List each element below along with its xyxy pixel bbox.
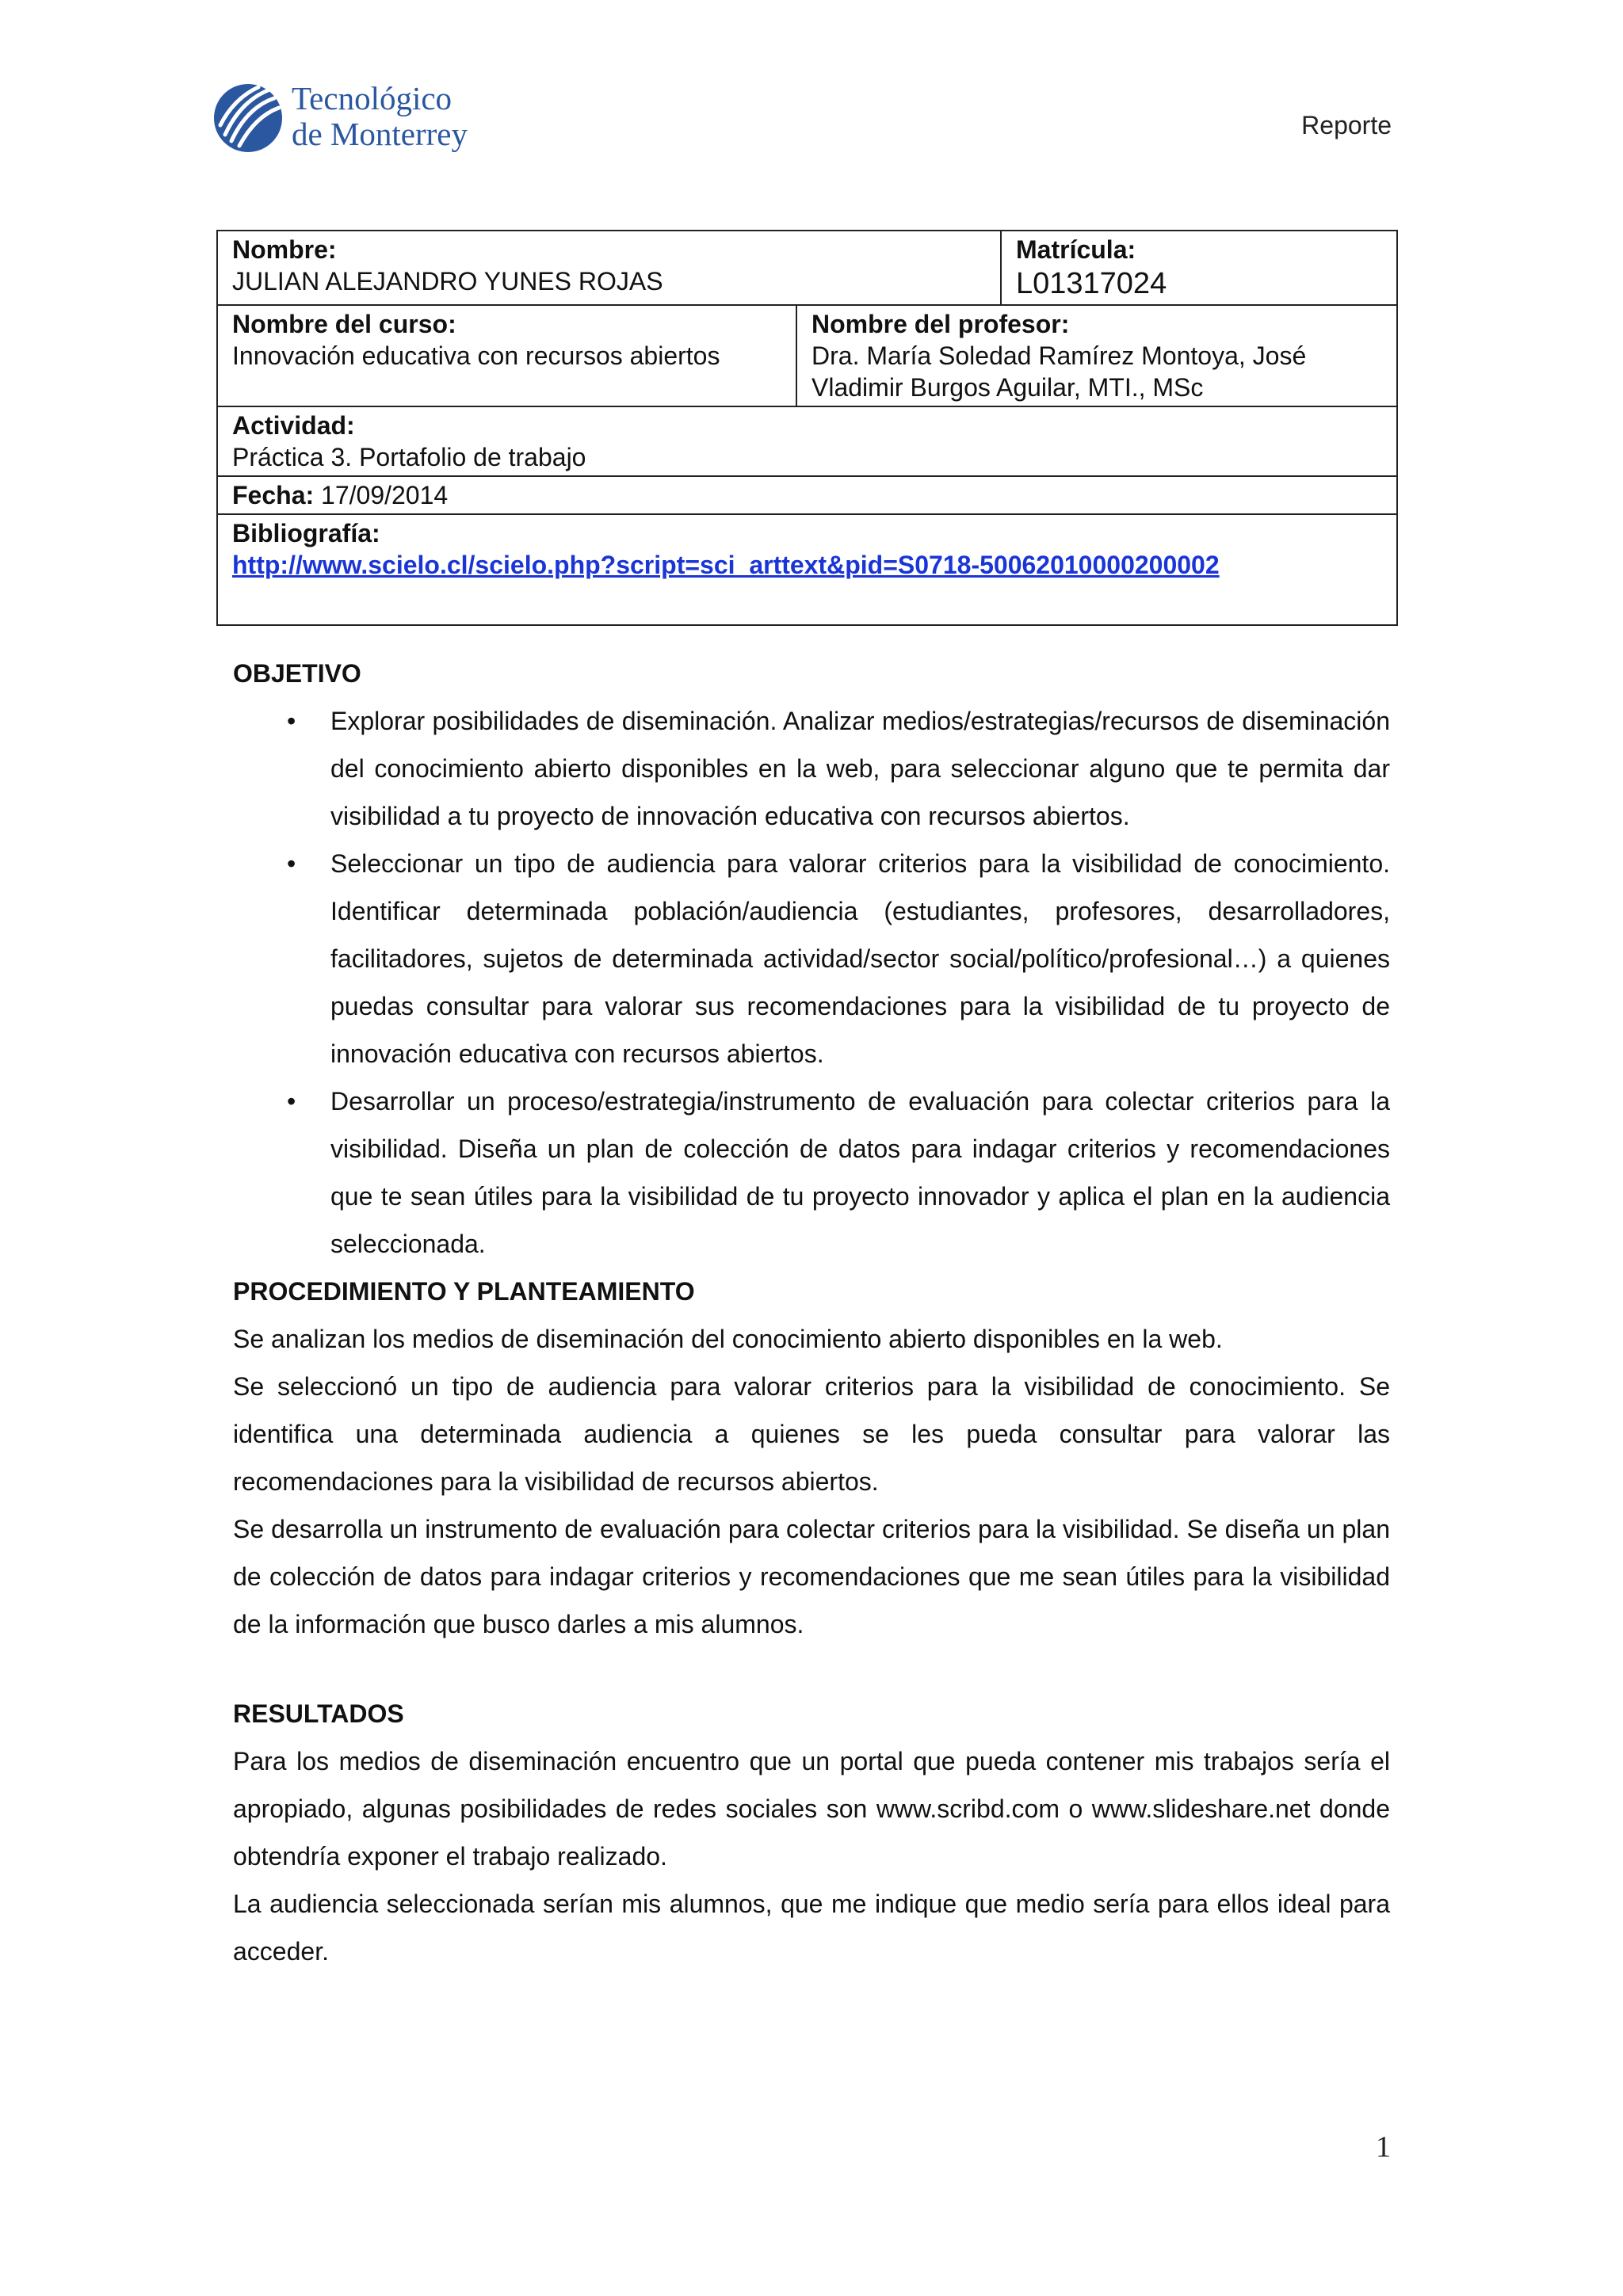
matricula-label: Matrícula:	[1016, 235, 1136, 264]
matricula-value: L01317024	[1016, 267, 1167, 300]
objetivo-heading: OBJETIVO	[233, 659, 361, 688]
objetivo-list	[233, 697, 1390, 1268]
list-item-text: Desarrollar un proceso/estrategia/instrumento de evaluación para colectar criterios para la visibilidad. Diseña un plan de colección de datos para indagar criterios y recomendaciones que te sean útiles para la visibilidad de tu proyecto innovador y aplica el plan en la audiencia seleccionada.	[330, 1087, 1390, 1258]
list-item	[233, 840, 1390, 1077]
resultados-paragraph: Para los medios de diseminación encuentro que un portal que pueda contener mis trabajos sería el apropiado, algunas posibilidades de redes sociales son www.scribd.com o www.slideshare.net donde obtendría exponer el trabajo realizado.	[233, 1747, 1390, 1871]
name-label: Nombre:	[232, 235, 337, 264]
bibliography-link[interactable]: http://www.scielo.cl/scielo.php?script=sci_arttext&pid=S0718-50062010000200002	[232, 551, 1220, 579]
list-item-text: Explorar posibilidades de diseminación. Analizar medios/estrategias/recursos de diseminación del conocimiento abierto disponibles en la web, para seleccionar alguno que te permita dar visibilidad a tu proyecto de innovación educativa con recursos abiertos.	[330, 707, 1390, 830]
procedimiento-paragraph: Se seleccionó un tipo de audiencia para valorar criterios para la visibilidad de conocimiento. Se identifica una determinada audiencia a quienes se les pueda consultar para valorar las recomendaciones para la visibilidad de recursos abiertos.	[233, 1372, 1390, 1496]
date-label: Fecha:	[232, 481, 315, 509]
bullet-icon: •	[287, 1087, 296, 1116]
bullet-icon: •	[287, 849, 296, 878]
report-header-label: Reporte	[1301, 111, 1392, 139]
resultados-paragraph: La audiencia seleccionada serían mis alumnos, que me indique que medio sería para ellos ideal para acceder.	[233, 1890, 1390, 1966]
activity-value: Práctica 3. Portafolio de trabajo	[232, 443, 586, 471]
activity-cell	[218, 407, 1396, 475]
course-cell	[218, 306, 796, 406]
course-label: Nombre del curso:	[232, 310, 456, 338]
student-info-table	[216, 230, 1398, 626]
bibliography-cell	[218, 515, 1396, 624]
procedimiento-paragraph: Se analizan los medios de diseminación del conocimiento abierto disponibles en la web.	[233, 1325, 1223, 1353]
matricula-cell	[1000, 231, 1396, 304]
course-value: Innovación educativa con recursos abiertos	[232, 341, 720, 370]
list-item-text: Seleccionar un tipo de audiencia para valorar criterios para la visibilidad de conocimiento. Identificar determinada población/audiencia (estudiantes, profesores, desarrolladores, facilitadores, sujetos de determinada actividad/sector social/político/profesional…) a quienes puedas consultar para valorar sus recomendaciones para la visibilidad de tu proyecto de innovación educativa con recursos abiertos.	[330, 849, 1390, 1068]
report-body	[233, 650, 1390, 1975]
professor-value: Dra. María Soledad Ramírez Montoya, José Vladimir Burgos Aguilar, MTI., MSc	[812, 341, 1307, 402]
procedimiento-heading: PROCEDIMIENTO Y PLANTEAMIENTO	[233, 1277, 695, 1306]
section-spacer	[233, 1648, 1390, 1690]
info-row-activity	[218, 406, 1396, 475]
name-value: JULIAN ALEJANDRO YUNES ROJAS	[232, 267, 663, 296]
logo-emblem-icon	[212, 82, 284, 154]
logo-wordmark	[292, 81, 468, 152]
professor-cell	[796, 306, 1396, 406]
professor-label: Nombre del profesor:	[812, 310, 1070, 338]
name-cell	[218, 231, 1000, 304]
procedimiento-paragraph: Se desarrolla un instrumento de evaluación para colectar criterios para la visibilidad. Se diseña un plan de colección de datos para indagar criterios y recomendaciones que me sean útiles para la visibilidad de la información que busco darles a mis alumnos.	[233, 1515, 1390, 1638]
info-row-course	[218, 304, 1396, 406]
activity-label: Actividad:	[232, 411, 355, 440]
logo-line-2: de Monterrey	[292, 116, 468, 152]
bullet-icon: •	[287, 707, 296, 735]
page-number: 1	[1376, 2130, 1391, 2164]
institution-logo	[212, 79, 490, 158]
date-value: 17/09/2014	[321, 481, 449, 509]
resultados-heading: RESULTADOS	[233, 1699, 404, 1728]
logo-line-1: Tecnológico	[292, 80, 453, 116]
bibliography-label: Bibliografía:	[232, 519, 380, 547]
info-row-date	[218, 475, 1396, 513]
list-item	[233, 1077, 1390, 1268]
info-row-name	[218, 231, 1396, 304]
info-row-bibliography	[218, 513, 1396, 624]
date-cell	[218, 477, 1396, 513]
list-item	[233, 697, 1390, 840]
